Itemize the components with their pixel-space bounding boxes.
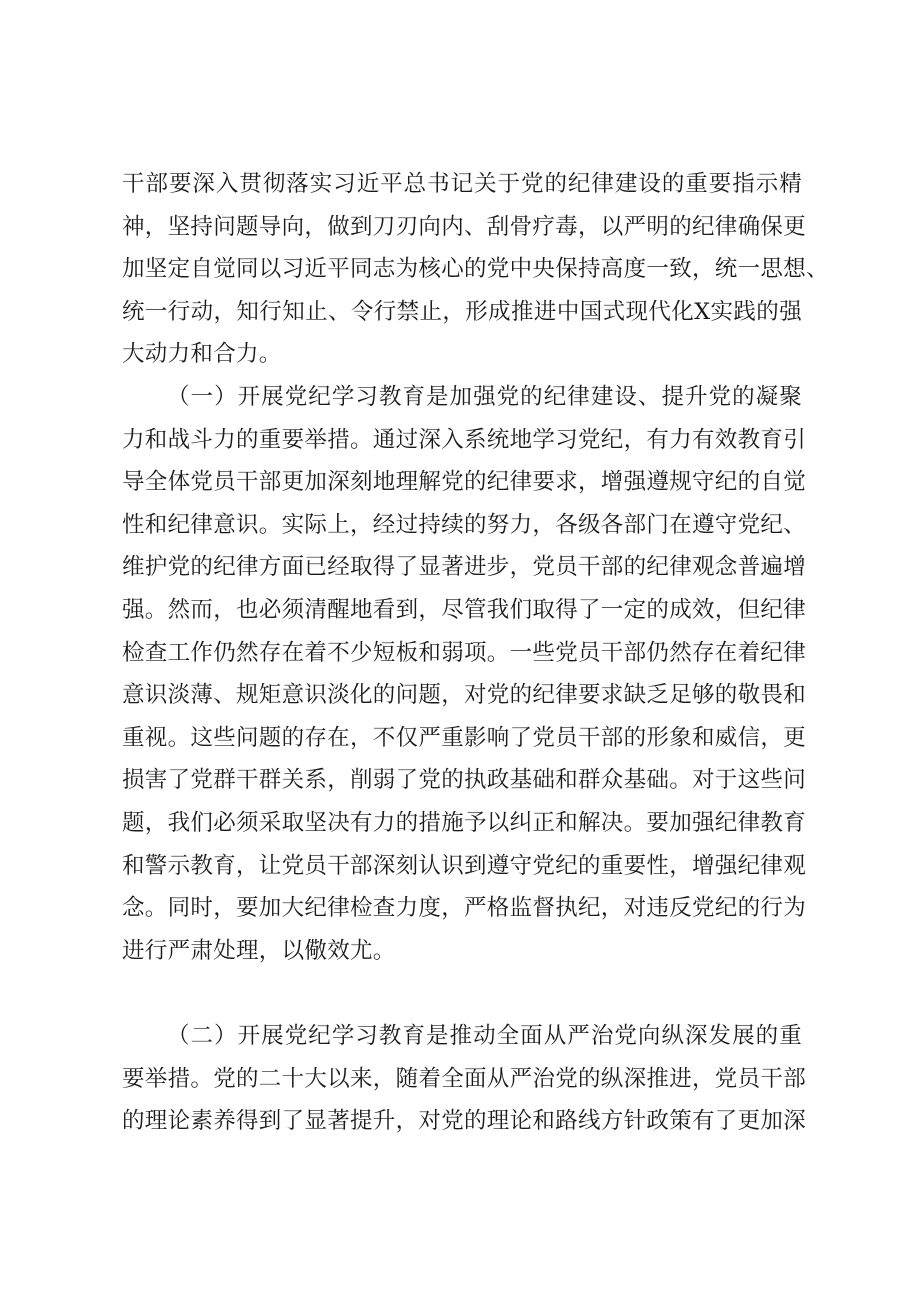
paragraph-line: 统一行动，知行知止、令行禁止，形成推进中国式现代化X实践的强: [122, 298, 802, 325]
paragraph-line: 检查工作仍然存在着不少短板和弱项。一些党员干部仍然存在着纪律: [122, 639, 807, 666]
paragraph-line: 念。同时，要加大纪律检查力度，严格监督执纪，对违反党纪的行为: [122, 895, 807, 922]
paragraph-line: 意识淡薄、规矩意识淡化的问题，对党的纪律要求缺乏足够的敬畏和: [122, 682, 807, 709]
paragraph-intro-continuation: [122, 163, 829, 376]
paragraph-line: 干部要深入贯彻落实习近平总书记关于党的纪律建设的重要指示精: [122, 171, 802, 197]
paragraph-line: 性和纪律意识。实际上，经过持续的努力，各级各部门在遵守党纪、: [122, 511, 807, 538]
paragraph-line: 导全体党员干部更加深刻地理解党的纪律要求，增强遵规守纪的自觉: [122, 469, 807, 496]
paragraph-section-two: [122, 1015, 807, 1143]
paragraph-first-line: （二）开展党纪学习教育是推动全面从严治党向纵深发展的重: [167, 1023, 802, 1049]
paragraph-line: 大动力和合力。: [122, 341, 282, 368]
paragraph-line: 进行严肃处理，以儆效尤。: [122, 937, 396, 964]
paragraph-line: 的理论素养得到了显著提升，对党的理论和路线方针政策有了更加深: [122, 1108, 807, 1135]
paragraph-line: 要举措。党的二十大以来，随着全面从严治党的纵深推进，党员干部: [122, 1065, 807, 1092]
paragraph-section-one: [122, 376, 807, 972]
paragraph-line: 强。然而，也必须清醒地看到，尽管我们取得了一定的成效，但纪律: [122, 596, 807, 623]
paragraph-line: 力和战斗力的重要举措。通过深入系统地学习党纪，有力有效教育引: [122, 426, 807, 453]
paragraph-line: 维护党的纪律方面已经取得了显著进步，党员干部的纪律观念普遍增: [122, 554, 807, 581]
paragraph-line: 神，坚持问题导向，做到刀刃向内、刮骨疗毒，以严明的纪律确保更: [122, 213, 807, 240]
paragraph-line: 题，我们必须采取坚决有力的措施予以纠正和解决。要加强纪律教育: [122, 809, 807, 836]
paragraph-line: 重视。这些问题的存在，不仅严重影响了党员干部的形象和威信，更: [122, 724, 807, 751]
paragraph-line: 加坚定自觉同以习近平同志为核心的党中央保持高度一致，统一思想、: [122, 256, 829, 283]
paragraph-line: 和警示教育，让党员干部深刻认识到遵守党纪的重要性，增强纪律观: [122, 852, 807, 879]
paragraph-first-line: （一）开展党纪学习教育是加强党的纪律建设、提升党的凝聚: [167, 384, 802, 410]
paragraph-line: 损害了党群干群关系，削弱了党的执政基础和群众基础。对于这些问: [122, 767, 807, 794]
